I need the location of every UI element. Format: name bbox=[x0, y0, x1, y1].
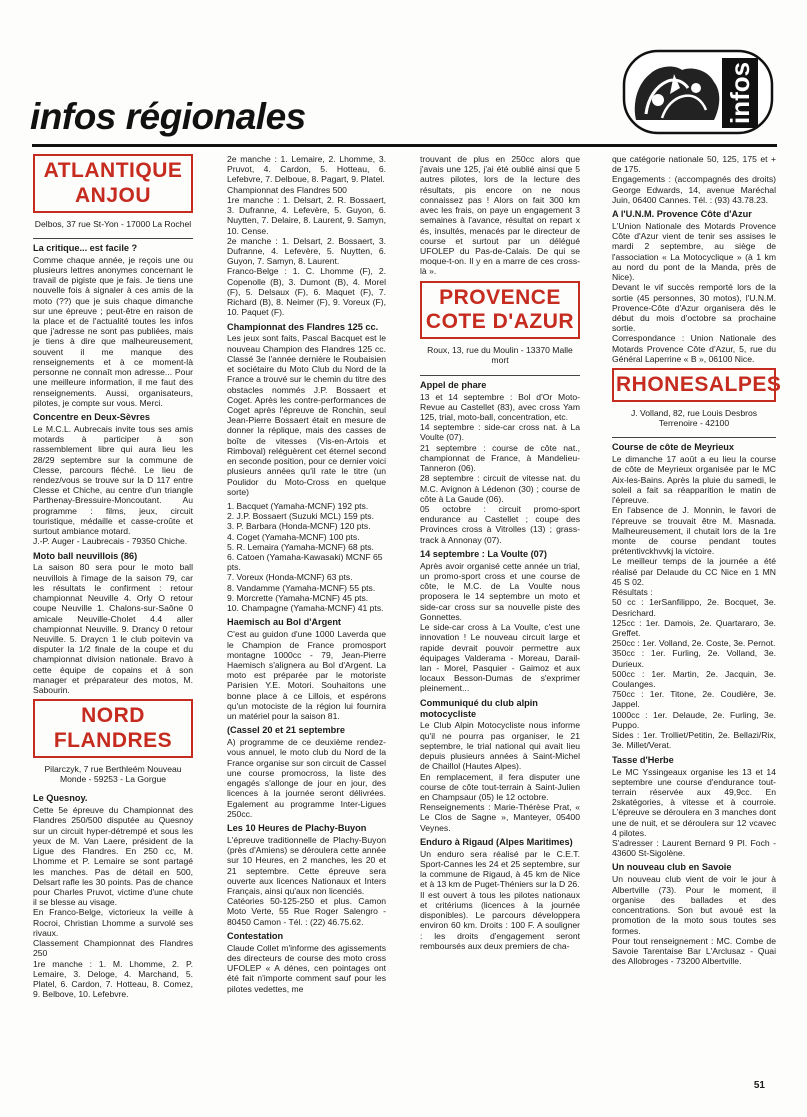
article-paragraph: 2e manche : 1. Delsart, 2. Bossaert, 3. Dufranne, 4. Lefevère, 5. Nuytten, 6. Guyon, 7. Samyn, 8. Laurent. bbox=[227, 235, 386, 267]
article bbox=[227, 725, 386, 819]
region-header-atlantique bbox=[33, 154, 193, 213]
article-paragraph: 21 septembre : course de côte nat., championnat de France, à Mandelieu-Tanneron (06). bbox=[420, 442, 580, 474]
page-number: 51 bbox=[753, 1080, 765, 1091]
page-title: infos régionales bbox=[30, 96, 306, 137]
article-paragraph: trouvant de plus en 250cc alors que j'avais une 125, j'ai été oublié ainsi que 5 autres pilotes, lors de la lecture des résultats, pis encore on ne nous connaissez pas ! Alors on fait 300 km avec les frais, on paye un engagement 3 semaines à l'avance, résultat on repart x és, insultés, menacés par le directeur de course et surtout par un délégué UFOLEP du Pas-de-Calais. De qui se moque-t-on. Il y en a marre de ces cross-là ». bbox=[420, 154, 580, 277]
article-list bbox=[612, 442, 776, 966]
article-paragraph: Le Club Alpin Motocycliste nous informe qu'il ne pourra pas organiser, le 21 septembre, le trial national qui avait lieu depuis plusieurs années à Saint-Michel de Chaillol (Hautes Alpes). bbox=[420, 720, 580, 772]
article-list bbox=[33, 793, 193, 999]
article-paragraph: Claude Collet m'informe des agissements des directeurs de course des moto cross UFOLEP « A dénes, cen pointages ont été fait n'importe comment sauf pour les pilotes vedettes, me bbox=[227, 942, 386, 994]
article-title: Le Quesnoy. bbox=[33, 793, 88, 804]
article-title: Concentre en Deux-Sèvres bbox=[33, 411, 150, 422]
column-1 bbox=[33, 154, 193, 1003]
article-paragraph: que catégorie nationale 50, 125, 175 et + de 175. bbox=[612, 154, 776, 175]
masthead bbox=[0, 0, 807, 150]
standings-item: 8. Vandamme (Yamaha-MCNF) 55 pts. bbox=[227, 582, 376, 593]
article-paragraph: 13 et 14 septembre : Bol d'Or Moto-Revue au Castellet (83), avec cross Yam 125, trial, moto-ball, concentration, etc. bbox=[420, 391, 580, 422]
article-paragraph: Le M.C.L. Aubrecais invite tous ses amis motards à participer à son rassemblement libre qui aura lieu les 28/29 septembre sur la commune de Clesse, parcours fléché. Le lieu de rendez/vous se trouve sur la D 117 entre Clesse et Chiche, au centre d'un triangle Parthenay-Bressuire-Moncoutant. Au programme : films, jeux, circuit touristique, médaille et casse-croûte et surtout ambiance motard. bbox=[33, 423, 193, 537]
article-paragraph: 05 octobre : circuit promo-sport endurance au Castellet ; coupe des Provinces cross à Vitrolles (13) ; grass-track à Annonay (07). bbox=[420, 503, 580, 545]
article-paragraph: Devant le vif succès remporté lors de la sortie (45 personnes, 30 motos), l'U.N.M. Provence-Côte d'Azur organisera dès le début du mois d'octobre sa prochaine sortie. bbox=[612, 282, 776, 334]
article-paragraph: Le dimanche 17 août a eu lieu la course de côte de Meyrieux organisée par le MC Aix-les-Bains. Après la pluie du samedi, le soleil a fait sa réapparition le matin de l'épreuve. bbox=[612, 454, 776, 506]
article bbox=[612, 862, 776, 966]
article bbox=[227, 931, 386, 994]
article-title: Tasse d'Herbe bbox=[612, 754, 674, 765]
article bbox=[612, 755, 776, 859]
region-title-line2: ANJOU bbox=[74, 183, 151, 207]
column-4 bbox=[612, 154, 782, 970]
article bbox=[420, 154, 580, 277]
article-paragraph: Classement Championnat des Flandres 250 bbox=[33, 938, 193, 959]
article-paragraph: 28 septembre : circuit de vitesse nat. du M.C. Avignon à Lédenon (30) ; course de côte à La Gaude (06). bbox=[420, 473, 580, 504]
article-paragraph: Un enduro sera réalisé par le C.E.T. Sport-Cannes les 24 et 25 septembre, sur la commune de Rigaud, à 45 km de Nice et à 13 km de Puget-Théniers sur la D 26. bbox=[420, 848, 580, 890]
standings-item: 1. Bacquet (Yamaha-MCNF) 192 pts. bbox=[227, 500, 369, 511]
article bbox=[227, 617, 386, 721]
article-paragraph: 1re manche : 1. Delsart, 2. R. Bossaert, 3. Dufranne, 4. Lefevère, 5. Guyon, 6. Nuytten, 7. Delaire, 8. Laurent, 9. Samyn, 10. Cense. bbox=[227, 194, 386, 236]
article-title: Moto ball neuvillois (86) bbox=[33, 550, 138, 561]
correspondent-address: J. Volland, 82, rue Louis Desbros Terrenoire - 42100 bbox=[630, 407, 758, 429]
logo-text: infos bbox=[725, 61, 755, 124]
article bbox=[420, 698, 580, 833]
standings-item: 9. Morcrette (Yamaha-MCNF) 45 pts. bbox=[227, 592, 369, 603]
article-paragraph: La saison 80 sera pour le moto ball neuvillois à l'image de la saison 79, car les résultats le confirment : retour championnat Neuville 4. Orly O retour coupe Neuville 1. Chalons-sur-Saône 0 amicale Neuville-Cholet 4.4 aller championnat Neuville. 9. Drancy 0 retour Neuville. 5. Draycn 1 le club poitevin va disputer la 1/2 finale de la coupe et du championnat division nationale. Bravo à cette équipe de copains et à son manager et préparateur des motos, M. Sabourin. bbox=[33, 562, 193, 696]
infos-logo-icon bbox=[622, 48, 774, 136]
article bbox=[612, 154, 776, 205]
article-title: Un nouveau club en Savoie bbox=[612, 862, 732, 873]
article-paragraph: 1000cc : 1er. Delaude, 2e. Furling, 3e. Puppo. bbox=[612, 709, 776, 730]
standings-item: 10. Champagne (Yamaha-MCNF) 41 pts. bbox=[227, 603, 384, 614]
correspondent-address: Pilarczyk, 7 rue Berthleém Nouveau Monde - 59253 - La Gorgue bbox=[44, 763, 182, 785]
article-paragraph: 250cc : 1er. Volland, 2e. Coste, 3e. Pernot. bbox=[612, 638, 776, 649]
article-paragraph: L'épreuve traditionnelle de Plachy-Buyon (près d'Amiens) se déroulera cette année sur 10 Heures, en 2 manches, les 20 et 21 septembre. Cette épreuve sera ouverte aux licences Nationaux et Inters Français, ainsi qu'aux non licenciés. bbox=[227, 834, 386, 896]
article-list bbox=[227, 617, 386, 994]
article-list bbox=[227, 154, 386, 497]
article-paragraph: 1re manche : 1. M. Lhomme, 2. P. Lemaire, 3. Deloge, 4. Marchand, 5. Platel, 6. Cardon, 7. Hotteau, 8. Comez, 9. Belbove, 10. Lefebvre. bbox=[33, 958, 193, 1000]
article-title: Enduro à Rigaud (Alpes Maritimes) bbox=[420, 836, 573, 847]
article-paragraph: En Franco-Belge, victorieux la veille à Rocroi, Christian Lhomme a survolé ses rivaux. bbox=[33, 907, 193, 938]
article-paragraph: 14 septembre : side-car cross nat. à La Voulte (07). bbox=[420, 422, 580, 443]
article-paragraph: Comme chaque année, je reçois une ou plusieurs lettres anonymes concernant le travail de pigiste que je fais. Je tiens une nouvelle fois à signaler à ces amis de la moto (??) que je suis chaque dimanche sur une épreuve ; peut-être en raison de la place et de l'actualité toutes les infos que j'adresse ne sont pas publiées, mais je tiens à dire que malheureusement, souvent il me manque des renseignements et à ce moment-là personne ne connaît mon adresse... Pour une meilleure information, il me faut des renseignements. Aussi, organisateurs, pilotes, je compte sur vous. Merci. bbox=[33, 254, 193, 408]
article-list bbox=[420, 380, 580, 951]
article-paragraph: S'adresser : Laurent Bernard 9 Pl. Foch - 43600 St-Sigolène. bbox=[612, 838, 776, 859]
article bbox=[227, 154, 386, 318]
article-paragraph: Sides : 1er. Trolliet/Petitin, 2e. Bellazi/Rix, 3e. Millet/Verat. bbox=[612, 730, 776, 751]
article-title: Championnat des Flandres 125 cc. bbox=[227, 321, 379, 332]
article-paragraph: C'est au guidon d'une 1000 Laverda que le Champion de France promosport montagne 1000cc - 79, Jean-Pierre Haemisch s'alignera au Bol d'Argent. La moto est préparée par le motoriste Parisien Y.E. Motori. Souhaitons une bonne place à ce Lillois, et espérons qu'un motociste de la région lui fournira un matériel pour la saison 81. bbox=[227, 629, 386, 722]
standings-list bbox=[227, 501, 386, 613]
article-title: Haemisch au Bol d'Argent bbox=[227, 617, 341, 628]
region-title-line1: NORD bbox=[81, 704, 145, 728]
article bbox=[33, 412, 193, 547]
article bbox=[33, 551, 193, 696]
article-paragraph: 750cc : 1er. Titone, 2e. Coudière, 3e. Jappel. bbox=[612, 689, 776, 710]
article-paragraph: Engagements : (accompagnés des droits) George Edwards, 14, avenue Maréchal Juin, 06400 Cannes. Tél. : (93) 43.78.23. bbox=[612, 174, 776, 205]
article-list bbox=[33, 243, 193, 696]
article-paragraph: J.-P. Auger - Laubrecais - 79350 Chiche. bbox=[33, 536, 188, 547]
article-paragraph: Renseignements : Marie-Thérèse Prat, « Le Clos de Sagne », Manteyer, 05400 Veynes. bbox=[420, 802, 580, 833]
standings-item: 6. Catoen (Yamaha-Kawasaki) MCNF 65 pts. bbox=[227, 552, 383, 573]
article-paragraph: En l'absence de J. Monnin, le favori de l'épreuve se trouvait être M. Masnada. Malheureusement, il chutait lors de la 1re monte de course pendant toutes prétentivckhvvkj la victoire. bbox=[612, 505, 776, 557]
article bbox=[227, 823, 386, 927]
article-paragraph: Le MC Yssingeaux organise les 13 et 14 septembre une course d'endurance tout-terrain réservée aux 49,9cc. En 2skatégories, à vitesse et à courroie. L'épreuve se déroulera en 3 manches dont une de nuit, et se déroulera sur 12 vcavec 4 pilotes. bbox=[612, 766, 776, 838]
article-paragraph: 500cc : 1er. Martin, 2e. Jacquin, 3e. Coulanges. bbox=[612, 668, 776, 690]
column-2 bbox=[227, 154, 386, 998]
article bbox=[612, 209, 776, 364]
divider bbox=[420, 375, 580, 376]
article-paragraph: A) programme de ce deuxième rendez-vous annuel, le moto club du Nord de la France organise sur son circuit de Cassel une course promocross, la liste des engagés s'allonge de jour en jour, des licences à la journée seront délivrées. Egalement au programme Inter-Ligues 250cc. bbox=[227, 737, 386, 819]
article-paragraph: Correspondance : Union Nationale des Motards Provence Côte d'Azur, 5, rue du Général Laperrine « B », 06100 Nice. bbox=[612, 333, 776, 364]
correspondent-address: Delbos, 37 rue St-Yon - 17000 La Rochel bbox=[34, 218, 192, 229]
article bbox=[33, 793, 193, 999]
article-title: Course de côte de Meyrieux bbox=[612, 442, 735, 453]
article-title: Les 10 Heures de Plachy-Buyon bbox=[227, 822, 367, 833]
region-header-nord bbox=[33, 699, 193, 758]
region-title-line1: PROVENCE bbox=[439, 285, 561, 309]
standings-item: 7. Voreux (Honda-MCNF) 63 pts. bbox=[227, 572, 353, 583]
article-paragraph: Championnat des Flandres 500 bbox=[227, 184, 347, 195]
article-title: (Cassel 20 et 21 septembre bbox=[227, 725, 345, 736]
article-paragraph: Résultats : bbox=[612, 587, 653, 598]
article-list bbox=[612, 209, 776, 364]
region-title-line1: ATLANTIQUE bbox=[43, 159, 183, 182]
article bbox=[227, 322, 386, 497]
article bbox=[33, 243, 193, 408]
article-title: 14 septembre : La Voulte (07) bbox=[420, 548, 547, 559]
standings-item: 3. P. Barbara (Honda-MCNF) 120 pts. bbox=[227, 521, 371, 532]
article-paragraph: 125cc : 1er. Damois, 2e. Quartararo, 3e. Greffet. bbox=[612, 617, 776, 638]
article-title: Appel de phare bbox=[420, 379, 487, 390]
article-paragraph: L'Union Nationale des Motards Provence Côte d'Azur vient de tenir ses assises le mardi 2 septembre, au siège de l'association « La Motocyclique » (à 1 km au nord du pont de la Manda, près de Nice). bbox=[612, 221, 776, 283]
article bbox=[420, 549, 580, 694]
article bbox=[612, 442, 776, 750]
article-paragraph: Pour tout renseignement : MC. Combe de Savoie Tarentaise Bar L'Arclusaz - Quai des Allobroges - 73200 Albertville. bbox=[612, 935, 776, 967]
article-paragraph: Les jeux sont faits, Pascal Bacquet est le nouveau Champion des Flandres 125 cc. Classé 3e l'année dernière le Roubaisien et sociétaire du Moto Club du Nord de la France a trouvé sur le chemin du titre des obstacles nommés J.P. Bossaert et Coget. Après les contre-performances de Coget après l'épreuve de Ronchin, seul Jean-Pierre Bossaert était en mesure de donner la réplique, mais des casses de boîte de vitesses (Vis-en-Artois et Rimboval) reléguèrent cet éternel second en seconde position, pour ce dernier voici plusieurs années qu'il rate le titre (un Poulidor du Moto-Cross en quelque sorte) bbox=[227, 333, 386, 497]
header-rule bbox=[32, 144, 777, 147]
region-header-provence bbox=[420, 281, 580, 340]
article-paragraph: 50 cc : 1erSanfilippo, 2e. Bocquet, 3e. Desrichard. bbox=[612, 597, 776, 618]
article-paragraph: Franco-Belge : 1. C. Lhomme (F), 2. Copenolle (B), 3. Dumont (B), 4. Morel (F), 5. Delsaux (F), 6. Maquet (F), 7. Richard (B), 8. Neimer (F), 9. Voreux (F), 10. Paquet (F). bbox=[227, 266, 386, 318]
article-paragraph: Catéories 50-125-250 et plus. Camon Moto Verte, 55 Rue Roger Salengro - 80450 Camon - Tél. : (22) 46.75.62. bbox=[227, 896, 386, 927]
article-paragraph: Le meilleur temps de la journée a été réalisé par Delaude du CC Nice en 1 MN 45 S 02. bbox=[612, 556, 776, 587]
standings-item: 4. Coget (Yamaha-MCNF) 100 pts. bbox=[227, 531, 360, 542]
article-paragraph: Un nouveau club vient de voir le jour à Albertville (73). Pour le moment, il organise des ballades et des concentrations. Son but avoué est la promotion de la moto sous toutes ses formes. bbox=[612, 874, 776, 936]
standings-items bbox=[227, 501, 386, 613]
article bbox=[420, 837, 580, 951]
region-title-line2: FLANDRES bbox=[53, 729, 173, 753]
continued-article bbox=[420, 154, 580, 277]
article-title: Contestation bbox=[227, 930, 284, 941]
divider bbox=[612, 437, 776, 438]
continued-article bbox=[612, 154, 776, 205]
article-paragraph: Cette 5e épreuve du Championnat des Flandres 250/500 disputée au Quesnoy sur un circuit hyper-détrempé et sous les yeux de M. Van Laere, président de la Ligue des Flandres. En 250 cc, M. Lhomme et P. Lemaire se sont partagé les manches. Pas de détail en 500, Delsart rafle les 30 points. Pas de chance pour Charles Pruvot, victime d'une chute il se blesse au visage. bbox=[33, 805, 193, 908]
article-title: A l'U.N.M. Provence Côte d'Azur bbox=[612, 209, 752, 220]
column-3 bbox=[420, 154, 580, 955]
article bbox=[420, 380, 580, 545]
article-title: La critique... est facile ? bbox=[33, 242, 138, 253]
standings-item: 5. R. Lemaira (Yamaha-MCNF) 68 pts. bbox=[227, 541, 374, 552]
article-paragraph: 2e manche : 1. Lemaire, 2. Lhomme, 3. Pruvot, 4. Cardon, 5. Hotteau, 6. Lefebvre, 7. Delboue, 8. Pagart, 9. Platel. bbox=[227, 154, 386, 185]
region-title-line1: RHONESALPES bbox=[616, 373, 782, 397]
correspondent-address: Roux, 13, rue du Moulin - 13370 Malle mort bbox=[427, 345, 573, 366]
article-paragraph: En remplacement, il fera disputer une course de côte tout-terrain à Saint-Julien en Champsaur (05) le 12 octobre. bbox=[420, 771, 580, 802]
standings-item: 2. J.P. Bossaert (Suzuki MCL) 159 pts. bbox=[227, 511, 374, 522]
article-paragraph: 350cc : 1er. Furling, 2e. Volland, 3e. Durieux. bbox=[612, 648, 776, 669]
article-paragraph: Après avoir organisé cette année un trial, un promo-sport cross et une course de côte, le M.C. de La Voulte nous proposera le 14 septembre un moto et side-car cross sur sa nouvelle piste des Gonnettes. bbox=[420, 560, 580, 622]
article-title: Communiqué du club alpin motocycliste bbox=[420, 697, 538, 719]
article-paragraph: Il est ouvert à tous les pilotes nationaux et critériums (licences à la journée disponibles). Le parcours développera environ 60 km. Droits : 100 F. A souligner : les droits d'engagement seront remboursés aux deux premiers de cha- bbox=[420, 889, 580, 951]
divider bbox=[33, 238, 193, 239]
article-paragraph: Le side-car cross à La Voulte, c'est une innovation ! Le nouveau circuit large et rapide devrait pouvoir permettre aux équipages Valderama - Moreau, Darail-lan - Morel, Pasquier - Gaimoz et aux locaux Besson-Dumas de s'exprimer pleinement... bbox=[420, 622, 580, 694]
region-header-rhonesalpes bbox=[612, 368, 782, 402]
region-title-line2: COTE D'AZUR bbox=[425, 310, 575, 334]
